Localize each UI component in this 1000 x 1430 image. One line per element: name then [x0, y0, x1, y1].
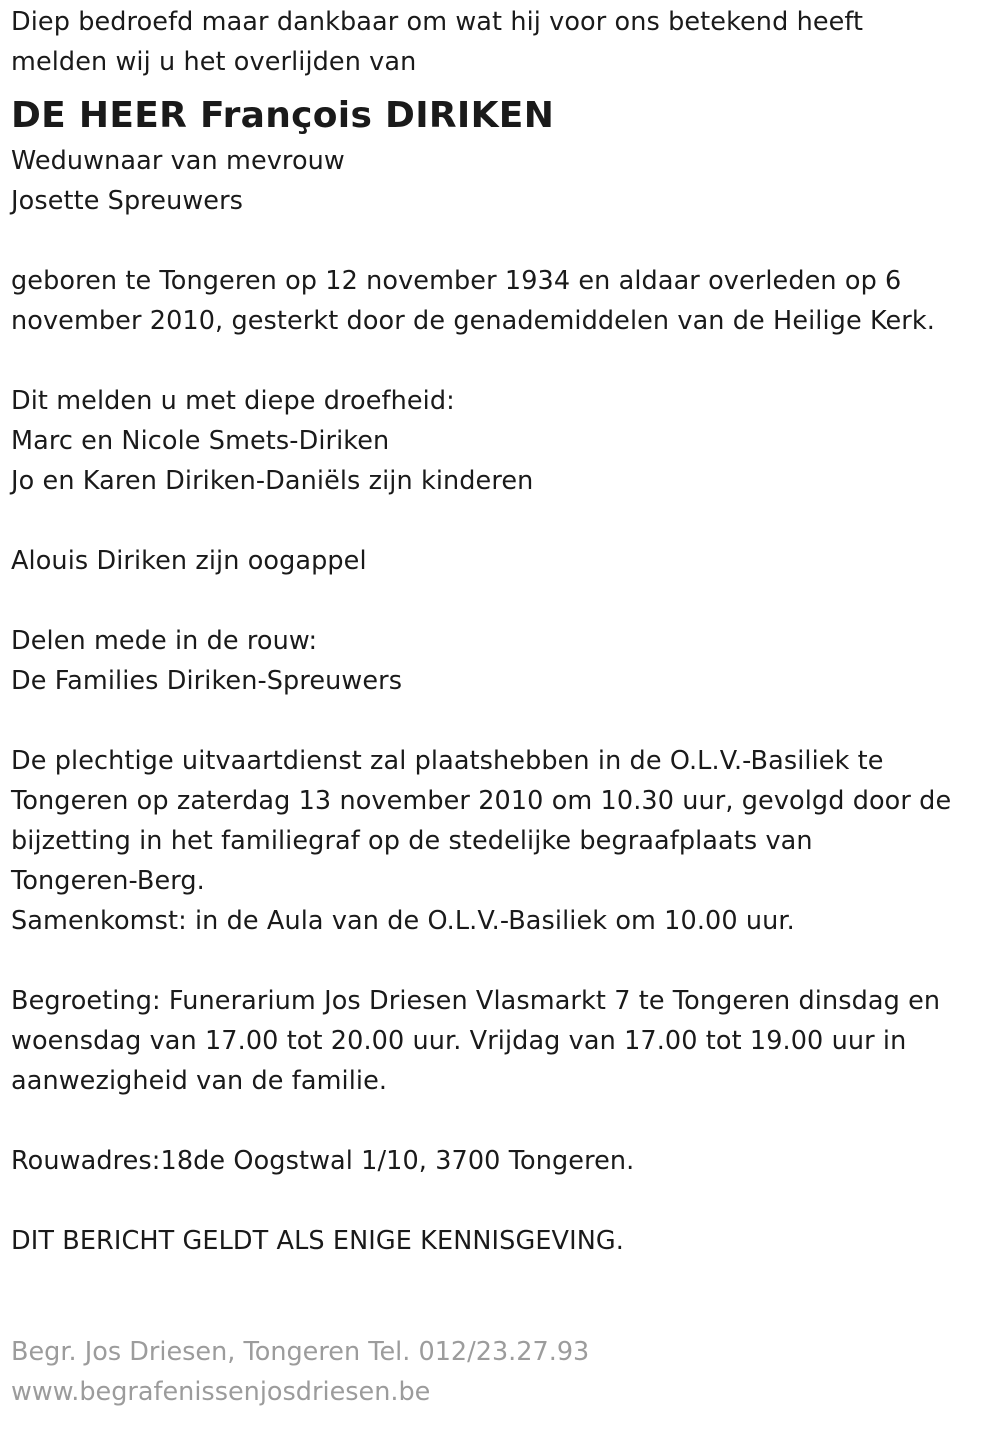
announcers-heading: Dit melden u met diepe droefheid: [11, 386, 455, 416]
mourners-families: De Families Diriken-Spreuwers [11, 666, 403, 696]
funeral-line-2: Tongeren op zaterdag 13 november 2010 om 10.30 uur, gevolgd door de [11, 786, 952, 816]
mourners-heading: Delen mede in de rouw: [11, 626, 318, 656]
spacer [11, 701, 986, 741]
funeral-line-4: Tongeren-Berg. [11, 866, 205, 896]
intro-line-1: Diep bedroefd maar dankbaar om wat hij voor ons betekend heeft [11, 7, 864, 37]
announcer-child-1: Marc en Nicole Smets-Diriken [11, 426, 390, 456]
funeral-line-1: De plechtige uitvaartdienst zal plaatshebben in de O.L.V.-Basiliek te [11, 746, 884, 776]
spacer [11, 581, 986, 621]
spacer [11, 1101, 986, 1141]
undertaker-footer [11, 1332, 986, 1412]
announcer-child-2: Jo en Karen Diriken-Daniëls zijn kinderen [11, 466, 534, 496]
birth-death-line-2: november 2010, gesterkt door de genademiddelen van de Heilige Kerk. [11, 306, 935, 336]
mourning-address: Rouwadres:18de Oogstwal 1/10, 3700 Tongeren. [11, 1146, 635, 1176]
undertaker-contact: Begr. Jos Driesen, Tongeren Tel. 012/23.27.93 [11, 1337, 590, 1367]
gathering-line: Samenkomst: in de Aula van de O.L.V.-Basiliek om 10.00 uur. [11, 906, 795, 936]
widower-line: Weduwnaar van mevrouw [11, 146, 345, 176]
deceased-name: DE HEER François DIRIKEN [11, 95, 555, 136]
visitation-line-1: Begroeting: Funerarium Jos Driesen Vlasmarkt 7 te Tongeren dinsdag en [11, 986, 941, 1016]
spacer [11, 941, 986, 981]
spacer [11, 341, 986, 381]
spacer [11, 501, 986, 541]
spouse-name: Josette Spreuwers [11, 186, 244, 216]
visitation-line-2: woensdag van 17.00 tot 20.00 uur. Vrijdag van 17.00 tot 19.00 uur in [11, 1026, 907, 1056]
intro-line-2: melden wij u het overlijden van [11, 47, 417, 77]
official-notice: DIT BERICHT GELDT ALS ENIGE KENNISGEVING. [11, 1226, 624, 1256]
spacer [11, 1181, 986, 1221]
grandchild-line: Alouis Diriken zijn oogappel [11, 546, 367, 576]
visitation-line-3: aanwezigheid van de familie. [11, 1066, 388, 1096]
undertaker-website: www.begrafenissenjosdriesen.be [11, 1377, 431, 1407]
spacer [11, 221, 986, 261]
funeral-line-3: bijzetting in het familiegraf op de stedelijke begraafplaats van [11, 826, 813, 856]
birth-death-line-1: geboren te Tongeren op 12 november 1934 en aldaar overleden op 6 [11, 266, 902, 296]
death-notice [11, 2, 986, 1261]
